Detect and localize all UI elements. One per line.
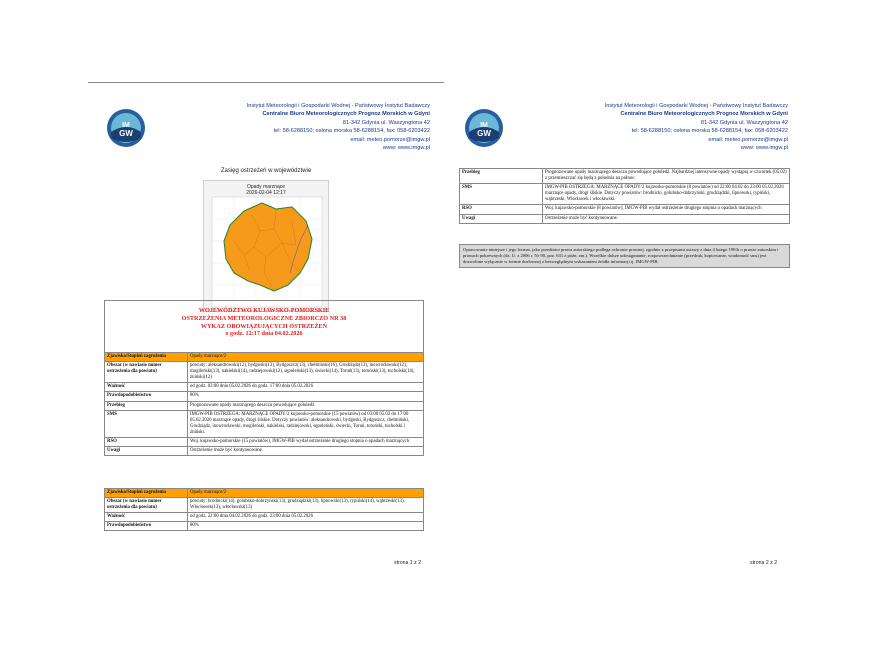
office-email: email: meteo.pomorze@imgw.pl (708, 136, 788, 143)
row-value: Prognozowane opady marznącego deszczu powodujące gołoledź. (188, 401, 424, 410)
table-row (105, 489, 424, 498)
table-row (105, 362, 424, 383)
row-value: Woj. kujawsko-pomorskie (8 powiatów), IMGW-PIB wydał ostrzeżenie drugiego stopnia o opadach marznących (543, 205, 790, 214)
warning-map (203, 180, 329, 312)
table-row (105, 498, 424, 513)
office-www: www: www.imgw.pl (740, 145, 788, 152)
title-line-3: WYKAZ OBOWIĄZUJĄCYCH OSTRZEŻEŃ (200, 322, 328, 330)
row-label: Przebieg (105, 401, 188, 410)
row-label: Przebieg (460, 169, 543, 184)
row-value: Ostrzeżenie może być kontynuowane. (543, 214, 790, 223)
warning-list-title (104, 300, 424, 352)
office-phones: tel: 58-6288150; osłona morska 58-6288154, fax: 058-6203422 (273, 128, 430, 135)
row-value: powiaty: brodnicki(14), golubsko-dobrzyński(13), grudziądzki(13), lipnowski(13), rypiński(14), wąbrzeski(13), Włocławek(13), włocławski(13) (188, 498, 424, 513)
page-number-2: strona 2 z 2 (750, 560, 778, 566)
imgw-logo (464, 108, 504, 148)
institute-name: Instytut Meteorologii i Gospodarki Wodnej - Państwowy Instytut Badawczy (246, 103, 430, 109)
map-title: Opady marznące (246, 184, 286, 190)
warning-table-3 (459, 168, 790, 224)
imgw-logo (106, 108, 146, 148)
svg-text:GW: GW (477, 129, 491, 138)
row-value: Prognozowane opady marznącego deszczu powodujące gołoledź. Najbardziej intensywne opady wystąpią w czwartek (05.02) z przemieszczać się będą z południa na północ. (543, 169, 790, 184)
row-label: Obszar (w nawiasie numer ostrzeżenia dla powiatu) (105, 362, 188, 383)
svg-text:GW: GW (119, 129, 133, 138)
document-page-2 (452, 72, 798, 592)
table-row (460, 205, 790, 214)
row-label: Prawdopodobieństwo (105, 522, 188, 531)
table-row (105, 522, 424, 531)
office-header (184, 102, 430, 152)
row-label: Ważność (105, 383, 188, 392)
row-label: SMS (105, 410, 188, 437)
row-value: powiaty: aleksandrowski(12), bydgoski(13), Bydgoszcz(13), chełmiński(16), Grudziądz(13), inowrocławski(12), mogileński(13), nakielski(14), radziejowski(12), sępoleński(13), świecki(14), Toruń(13), toruński(13), tucholski(14), żniński(12) (188, 362, 424, 383)
title-line-2: OSTRZEŻENIA METEOROLOGICZNE ZBIORCZO NR 38 (181, 314, 347, 322)
table-row (460, 214, 790, 223)
institute-name: Instytut Meteorologii i Gospodarki Wodnej - Państwowy Instytut Badawczy (604, 103, 788, 109)
table-row (105, 513, 424, 522)
map-caption: Zasięg ostrzeżeń w województwie (220, 168, 312, 174)
office-www: www: www.imgw.pl (382, 145, 430, 152)
table-row (105, 353, 424, 362)
row-value: Woj. kujawsko-pomorskie (15 powiatów), IMGW-PIB wydał ostrzeżenie drugiego stopnia o opadach marznących (188, 438, 424, 447)
table-row (105, 383, 424, 392)
row-value: IMGW-PIB OSTRZEGA: MARZNĄCE OPADY/2 kujawsko-pomorskie (15 powiatów) od 03:00 05.02 do 17:00 05.02.2026 marznące opady, drogi śliskie. Dotyczy powiatów: aleksandrowski, bydgoski, Bydgoszcz, chełmiński, Grudziądz, inowrocławski, mogileński, nakielski, radziejowski, sępoleński, świecki, Toruń, toruński, tucholski i żniński. (188, 410, 424, 437)
map-time: 2026-02-04 12:17 (246, 190, 286, 196)
office-phones: tel: 58-6288150; osłona morska 58-6288154, fax: 058-6203422 (631, 128, 788, 135)
row-value: od godz. 03:00 dnia 05.02.2026 do godz. 17:00 dnia 05.02.2026 (188, 383, 424, 392)
row-value: IMGW-PIB OSTRZEGA: MARZNĄCE OPADY/2 kujawsko-pomorskie (8 powiatów) od 22:00 04.02 do 23:00 05.02.2026 marznące opady, drogi śliskie. Dotyczy powiatów: brodnicki, golubsko-dobrzyński, grudziądzki, lipnowski, rypiński, wąbrzeski, Włocławek i włocławski. (543, 184, 790, 205)
document-page-1 (88, 72, 444, 592)
office-header (542, 102, 788, 152)
office-address: 81-342 Gdynia ul. Waszyngtona 42 (700, 119, 788, 126)
title-line-1: WOJEWÓDZTWO KUJAWSKO-POMORSKIE (198, 307, 330, 314)
row-value: 80% (188, 522, 424, 531)
title-line-4: o godz. 12:17 dnia 04.02.2026 (225, 330, 303, 338)
page-top-rule (88, 82, 444, 83)
row-label: Zjawisko/Stopień zagrożenia (105, 489, 188, 498)
table-row (105, 392, 424, 401)
table-row (460, 169, 790, 184)
row-label: Obszar (w nawiasie numer ostrzeżenia dla powiatu) (105, 498, 188, 513)
region-map-graphic (204, 181, 328, 311)
table-row (105, 410, 424, 437)
table-row (460, 184, 790, 205)
row-label: SMS (460, 184, 543, 205)
row-label: RSO (460, 205, 543, 214)
row-value: Ostrzeżenie może być kontynuowane. (188, 447, 424, 456)
warning-table-2 (104, 488, 424, 531)
office-address: 81-342 Gdynia ul. Waszyngtona 42 (342, 119, 430, 126)
row-label: Ważność (105, 513, 188, 522)
svg-text:IM: IM (122, 122, 130, 129)
page-number-1: strona 1 z 2 (394, 560, 422, 566)
copyright-note: Opracowanie niniejsze i jego format, jako przedmiot prawa autorskiego podlega ochronie prawnej, zgodnie z przepisami ustawy z dnia 4 lutego 1994r o prawie autorskim i prawach pokrewnych (dz. U. z 2006 r. Nr 90, poz. 631 z późn. zm.). Wszelkie dalsze udostępnianie, rozpowszechnianie (przedruk, kopiowanie, wiadomość sms) jest dozwolone wyłącznie w formie dosłownej z bezwzględnym wskazaniem źródła informacji tj. IMGW-PIB. (459, 244, 790, 268)
office-name: Centralne Biuro Meteorologicznych Prognoz Morskich w Gdyni (262, 111, 430, 118)
table-row (105, 438, 424, 447)
row-value: od godz. 22:00 dnia 04.02.2026 do godz. 23:00 dnia 05.02.2026 (188, 513, 424, 522)
row-value: 80% (188, 392, 424, 401)
office-name: Centralne Biuro Meteorologicznych Prognoz Morskich w Gdyni (620, 111, 788, 118)
table-row (105, 447, 424, 456)
row-value: Opady marznące/2 (188, 353, 424, 362)
row-label: Uwagi (460, 214, 543, 223)
row-label: Uwagi (105, 447, 188, 456)
office-email: email: meteo.pomorze@imgw.pl (350, 136, 430, 143)
row-label: RSO (105, 438, 188, 447)
table-row (105, 401, 424, 410)
svg-text:IM: IM (480, 122, 488, 129)
row-value: Opady marznące/2 (188, 489, 424, 498)
row-label: Zjawisko/Stopień zagrożenia (105, 353, 188, 362)
row-label: Prawdopodobieństwo (105, 392, 188, 401)
warning-table-1 (104, 352, 424, 456)
